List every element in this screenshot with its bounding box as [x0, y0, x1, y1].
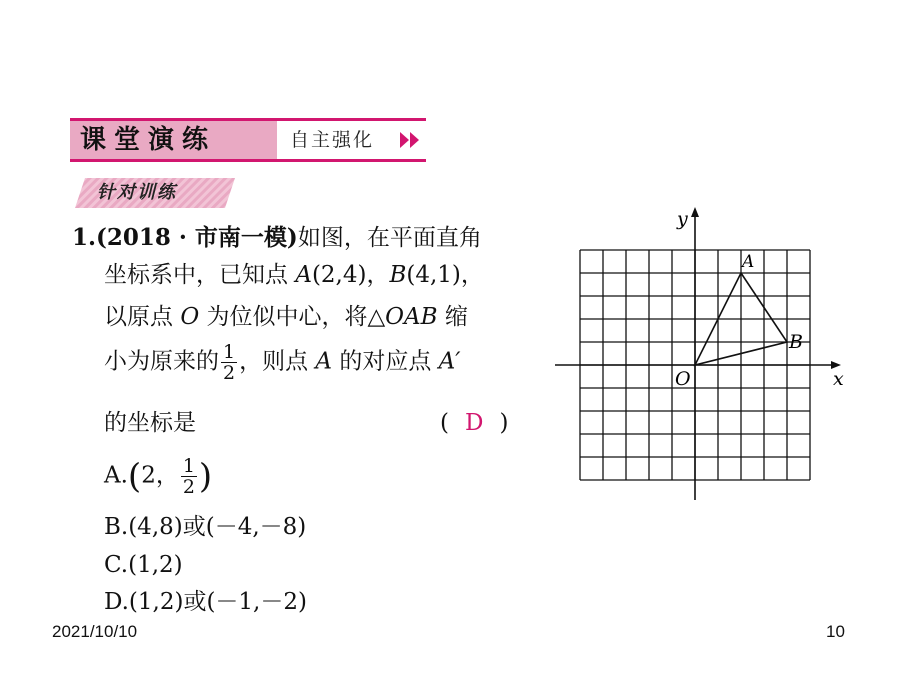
point-b-label: B: [789, 331, 803, 353]
double-chevron-right-icon: [400, 130, 422, 150]
footer-page-number: 10: [826, 622, 845, 641]
option-label: A.: [104, 462, 128, 489]
fraction-denominator: 2: [223, 362, 236, 384]
answer-paren-close: ): [499, 410, 509, 436]
section-tag-label: 针对训练: [97, 182, 177, 203]
problem-line-1: [72, 222, 482, 254]
axes: [555, 207, 841, 500]
problem-text: 小为原来的: [104, 348, 219, 375]
problem-text: ，则点: [239, 348, 316, 375]
problem-line-4: [104, 342, 461, 383]
problem-text: 的对应点: [332, 348, 439, 375]
coordinate-text: (4,1)，: [406, 262, 484, 288]
y-axis-label: y: [677, 208, 688, 230]
problem-text: 为位似中心，将△: [199, 304, 386, 330]
point-a-label: A: [742, 252, 755, 272]
answer-choice: D: [464, 410, 484, 436]
section-banner: [70, 118, 426, 162]
option-b: B.(4,8)或(－4,－8): [104, 514, 307, 540]
option-d: D.(1,2)或(－1,－2): [104, 589, 307, 615]
question-source: (2018 · 市南一模): [96, 224, 298, 251]
fraction: [221, 342, 237, 383]
point-label: A′: [438, 348, 461, 375]
point-label: A: [295, 262, 312, 288]
triangle-label: OAB: [385, 304, 438, 330]
origin-label: O: [675, 368, 691, 390]
question-number: 1.: [72, 224, 97, 251]
option-value: 2，: [141, 462, 179, 489]
point-label: A: [315, 348, 333, 375]
section-tag: [75, 178, 235, 208]
problem-text: 的坐标是: [104, 410, 196, 436]
option-paren: ): [198, 456, 213, 497]
point-label: O: [180, 304, 200, 330]
problem-line-5: [104, 407, 196, 439]
problem-line-2: [104, 259, 484, 291]
fraction: [181, 456, 197, 497]
fraction-numerator: 1: [223, 341, 236, 363]
coordinate-grid-figure: [545, 205, 865, 505]
fraction-numerator: 1: [182, 455, 195, 477]
fraction-denominator: 2: [182, 476, 195, 498]
point-label: B: [389, 262, 407, 288]
answer-bracket: [440, 407, 508, 439]
problem-text: 如图，在平面直角: [297, 225, 482, 251]
option-paren: (: [127, 456, 142, 497]
footer-date: 2021/10/10: [52, 622, 138, 641]
problem-line-3: [104, 301, 468, 333]
problem-text: 坐标系中，已知点: [104, 262, 296, 288]
banner-title: 课堂演练: [80, 125, 217, 155]
problem-text: 缩: [437, 304, 468, 330]
y-axis-arrow-icon: [691, 207, 699, 217]
option-c: C.(1,2): [104, 552, 183, 578]
option-a: [104, 456, 212, 497]
banner-subtitle: 自主强化: [290, 129, 375, 151]
answer-paren-open: (: [440, 410, 449, 436]
coordinate-text: (2,4)，: [311, 262, 390, 288]
problem-text: 以原点: [104, 304, 181, 330]
x-axis-label: x: [833, 368, 844, 390]
